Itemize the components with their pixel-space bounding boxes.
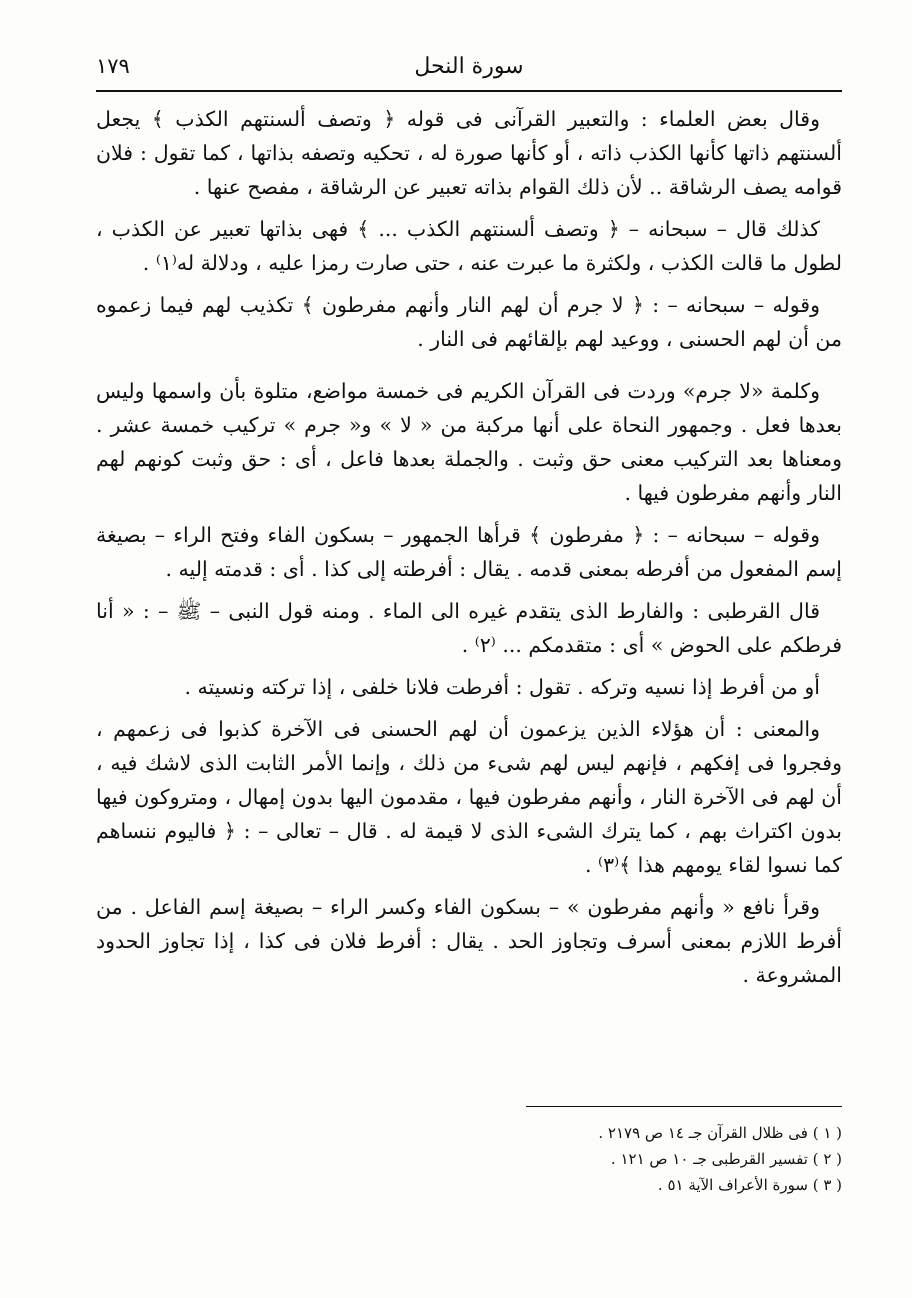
paragraph: وقوله – سبحانه – : ﴿ لا جرم أن لهم النار وأنهم مفرطون ﴾ تكذيب لهم فيما زعموه من أن لهم الحسنى ، ووعيد لهم بإلقائهم فى النار . (96, 293, 842, 351)
footnote: ( ٢ ) تفسير القرطبى جـ ١٠ ص ١٢١ . (610, 1150, 842, 1168)
paragraph: أو من أفرط إذا نسيه وتركه . تقول : أفرطت فلانا خلفى ، إذا تركته ونسيته . (184, 675, 820, 699)
paragraph: وقرأ نافع « وأنهم مفرطون » – بسكون الفاء وكسر الراء – بصيغة إسم الفاعل . من أفرط اللازم بمعنى أسرف وتجاوز الحد . يقال : أفرط فلان فى كذا ، إذا تجاوز الحدود المشروعة . (96, 895, 842, 987)
page-number: ١٧٩ (96, 54, 130, 78)
footnote: ( ١ ) فى ظلال القرآن جـ ١٤ ص ٢١٧٩ . (598, 1124, 842, 1142)
paragraph: وكلمة «لا جرم» وردت فى القرآن الكريم فى خمسة مواضع، متلوة بأن واسمها وليس بعدها فعل . وجمهور النحاة على أنها مركبة من « لا » و« جرم » تركيب خمسة عشر . ومعناها بعد التركيب معنى حق وثبت . والجملة بعدها فاعل ، أى : حق وثبت كونهم لهم النار وأنهم مفرطون فيها . (96, 379, 842, 505)
paragraph: والمعنى : أن هؤلاء الذين يزعمون أن لهم الحسنى فى الآخرة كذبوا فى زعمهم ، وفجروا فى إفكهم ، فإنهم ليس لهم شىء من ذلك ، وإنما الأمر الثابت الذى لاشك فيه ، أن لهم فى الآخرة النار ، وأنهم مفرطون فيها ، مقدمون اليها بدون إمهال ، ومتروكون فيها بدون اكتراث بهم ، كما يترك الشىء الذى لا قيمة له . قال – تعالى – : ﴿ فاليوم ننساهم كما نسوا لقاء يومهم هذا ﴾⁽٣⁾ . (96, 717, 842, 877)
surah-title: سورة النحل (414, 54, 524, 79)
paragraph: وقوله – سبحانه – : ﴿ مفرطون ﴾ قرأها الجمهور – بسكون الفاء وفتح الراء – بصيغة إسم المفعول من أفرطه بمعنى قدمه . يقال : أفرطته إلى كذا . أى : قدمته إليه . (96, 523, 842, 581)
paragraph: وقال بعض العلماء : والتعبير القرآنى فى قوله ﴿ وتصف ألسنتهم الكذب ﴾ يجعل ألسنتهم ذاتها كأنها الكذب ذاته ، أو كأنها صورة له ، تحكيه وتصفه بذاتها ، كما تقول : فلان قوامه يصف الرشاقة .. لأن ذلك القوام بذاته تعبير عن الرشاقة ، مفصح عنها . (96, 107, 842, 199)
page-header (96, 48, 842, 88)
paragraph: قال القرطبى : والفارط الذى يتقدم غيره الى الماء . ومنه قول النبى – ﷺ – : « أنا فرطكم على الحوض » أى : متقدمكم ... ⁽٢⁾ . (96, 599, 842, 657)
header-divider (96, 90, 842, 92)
footnotes (96, 1120, 842, 1198)
paragraph: كذلك قال – سبحانه – ﴿ وتصف ألسنتهم الكذب ... ﴾ فهى بذاتها تعبير عن الكذب ، لطول ما قالت الكذب ، ولكثرة ما عبرت عنه ، حتى صارت رمزا عليه ، ودلالة له⁽١⁾ . (96, 217, 842, 275)
body-text (96, 102, 842, 1000)
footnote: ( ٣ ) سورة الأعراف الآية ٥١ . (657, 1176, 842, 1194)
footnote-divider (526, 1106, 842, 1107)
